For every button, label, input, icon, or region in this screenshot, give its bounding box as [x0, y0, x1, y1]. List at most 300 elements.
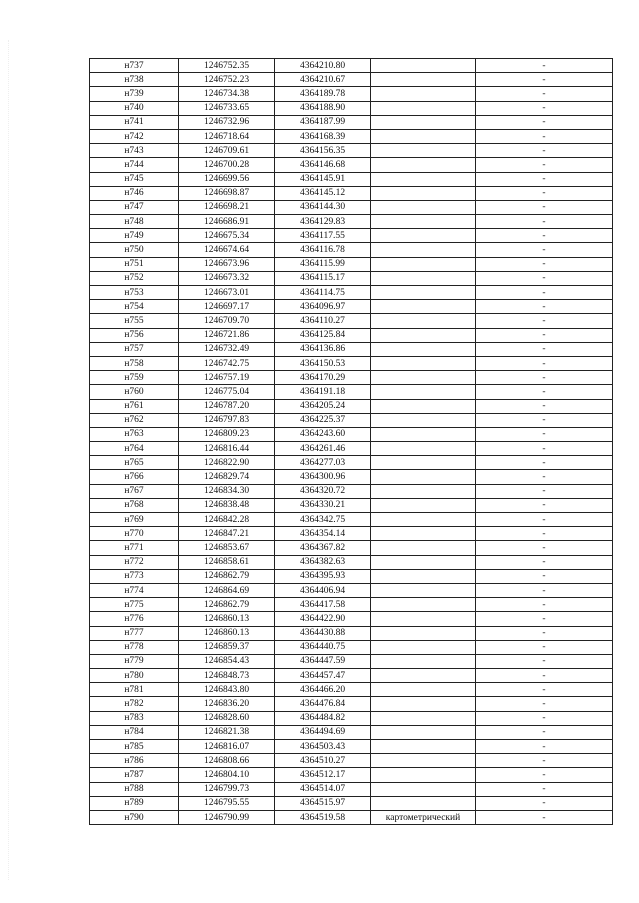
mark-cell: - — [476, 697, 613, 711]
mark-cell: - — [476, 73, 613, 87]
y-coordinate-cell: 4364189.78 — [275, 87, 371, 101]
table-row — [90, 527, 613, 541]
y-coordinate-cell: 4364144.30 — [275, 200, 371, 214]
table-row — [90, 456, 613, 470]
table-row — [90, 640, 613, 654]
mark-cell: - — [476, 612, 613, 626]
x-coordinate-cell: 1246864.69 — [179, 583, 275, 597]
y-coordinate-cell: 4364170.29 — [275, 371, 371, 385]
y-coordinate-cell: 4364406.94 — [275, 583, 371, 597]
table-row — [90, 711, 613, 725]
mark-cell: - — [476, 59, 613, 73]
point-number-cell: н785 — [90, 740, 179, 754]
mark-cell: - — [476, 243, 613, 257]
mark-cell: - — [476, 470, 613, 484]
mark-cell: - — [476, 129, 613, 143]
x-coordinate-cell: 1246752.23 — [179, 73, 275, 87]
method-cell — [371, 172, 476, 186]
table-row — [90, 73, 613, 87]
y-coordinate-cell: 4364210.80 — [275, 59, 371, 73]
y-coordinate-cell: 4364115.99 — [275, 257, 371, 271]
method-cell — [371, 115, 476, 129]
y-coordinate-cell: 4364125.84 — [275, 328, 371, 342]
x-coordinate-cell: 1246790.99 — [179, 810, 275, 824]
y-coordinate-cell: 4364129.83 — [275, 215, 371, 229]
x-coordinate-cell: 1246721.86 — [179, 328, 275, 342]
x-coordinate-cell: 1246775.04 — [179, 385, 275, 399]
method-cell — [371, 101, 476, 115]
y-coordinate-cell: 4364422.90 — [275, 612, 371, 626]
x-coordinate-cell: 1246843.80 — [179, 683, 275, 697]
method-cell — [371, 243, 476, 257]
method-cell — [371, 782, 476, 796]
point-number-cell: н781 — [90, 683, 179, 697]
mark-cell: - — [476, 229, 613, 243]
point-number-cell: н751 — [90, 257, 179, 271]
x-coordinate-cell: 1246858.61 — [179, 555, 275, 569]
method-cell — [371, 612, 476, 626]
point-number-cell: н747 — [90, 200, 179, 214]
table-row — [90, 158, 613, 172]
method-cell — [371, 541, 476, 555]
y-coordinate-cell: 4364243.60 — [275, 427, 371, 441]
y-coordinate-cell: 4364225.37 — [275, 413, 371, 427]
y-coordinate-cell: 4364440.75 — [275, 640, 371, 654]
y-coordinate-cell: 4364484.82 — [275, 711, 371, 725]
x-coordinate-cell: 1246862.79 — [179, 569, 275, 583]
method-cell — [371, 796, 476, 810]
x-coordinate-cell: 1246732.96 — [179, 115, 275, 129]
mark-cell: - — [476, 144, 613, 158]
point-number-cell: н758 — [90, 356, 179, 370]
mark-cell: - — [476, 683, 613, 697]
coordinates-table-body — [90, 59, 613, 825]
x-coordinate-cell: 1246809.23 — [179, 427, 275, 441]
x-coordinate-cell: 1246752.35 — [179, 59, 275, 73]
mark-cell: - — [476, 740, 613, 754]
x-coordinate-cell: 1246674.64 — [179, 243, 275, 257]
method-cell — [371, 328, 476, 342]
table-row — [90, 356, 613, 370]
mark-cell: - — [476, 172, 613, 186]
point-number-cell: н750 — [90, 243, 179, 257]
method-cell — [371, 314, 476, 328]
x-coordinate-cell: 1246675.34 — [179, 229, 275, 243]
point-number-cell: н778 — [90, 640, 179, 654]
table-row — [90, 541, 613, 555]
method-cell — [371, 356, 476, 370]
point-number-cell: н777 — [90, 626, 179, 640]
x-coordinate-cell: 1246732.49 — [179, 342, 275, 356]
mark-cell: - — [476, 115, 613, 129]
x-coordinate-cell: 1246757.19 — [179, 371, 275, 385]
y-coordinate-cell: 4364188.90 — [275, 101, 371, 115]
point-number-cell: н745 — [90, 172, 179, 186]
point-number-cell: н768 — [90, 498, 179, 512]
point-number-cell: н773 — [90, 569, 179, 583]
x-coordinate-cell: 1246795.55 — [179, 796, 275, 810]
table-row — [90, 810, 613, 824]
point-number-cell: н738 — [90, 73, 179, 87]
method-cell — [371, 484, 476, 498]
point-number-cell: н775 — [90, 598, 179, 612]
table-row — [90, 101, 613, 115]
table-row — [90, 612, 613, 626]
y-coordinate-cell: 4364457.47 — [275, 669, 371, 683]
mark-cell: - — [476, 725, 613, 739]
method-cell — [371, 754, 476, 768]
y-coordinate-cell: 4364503.43 — [275, 740, 371, 754]
mark-cell: - — [476, 782, 613, 796]
point-number-cell: н755 — [90, 314, 179, 328]
mark-cell: - — [476, 498, 613, 512]
point-number-cell: н752 — [90, 271, 179, 285]
y-coordinate-cell: 4364417.58 — [275, 598, 371, 612]
mark-cell: - — [476, 371, 613, 385]
mark-cell: - — [476, 569, 613, 583]
mark-cell: - — [476, 754, 613, 768]
method-cell — [371, 513, 476, 527]
x-coordinate-cell: 1246709.70 — [179, 314, 275, 328]
point-number-cell: н742 — [90, 129, 179, 143]
method-cell — [371, 59, 476, 73]
mark-cell: - — [476, 796, 613, 810]
table-row — [90, 271, 613, 285]
mark-cell: - — [476, 541, 613, 555]
method-cell — [371, 683, 476, 697]
method-cell — [371, 470, 476, 484]
mark-cell: - — [476, 101, 613, 115]
table-row — [90, 371, 613, 385]
point-number-cell: н762 — [90, 413, 179, 427]
point-number-cell: н787 — [90, 768, 179, 782]
x-coordinate-cell: 1246821.38 — [179, 725, 275, 739]
mark-cell: - — [476, 484, 613, 498]
y-coordinate-cell: 4364447.59 — [275, 654, 371, 668]
method-cell — [371, 87, 476, 101]
point-number-cell: н776 — [90, 612, 179, 626]
y-coordinate-cell: 4364114.75 — [275, 286, 371, 300]
point-number-cell: н740 — [90, 101, 179, 115]
point-number-cell: н761 — [90, 399, 179, 413]
table-row — [90, 484, 613, 498]
method-cell — [371, 555, 476, 569]
point-number-cell: н772 — [90, 555, 179, 569]
table-row — [90, 243, 613, 257]
point-number-cell: н783 — [90, 711, 179, 725]
point-number-cell: н784 — [90, 725, 179, 739]
point-number-cell: н782 — [90, 697, 179, 711]
table-row — [90, 725, 613, 739]
y-coordinate-cell: 4364136.86 — [275, 342, 371, 356]
mark-cell: - — [476, 342, 613, 356]
x-coordinate-cell: 1246673.01 — [179, 286, 275, 300]
table-row — [90, 754, 613, 768]
mark-cell: - — [476, 456, 613, 470]
y-coordinate-cell: 4364342.75 — [275, 513, 371, 527]
point-number-cell: н763 — [90, 427, 179, 441]
mark-cell: - — [476, 513, 613, 527]
mark-cell: - — [476, 626, 613, 640]
x-coordinate-cell: 1246808.66 — [179, 754, 275, 768]
method-cell — [371, 427, 476, 441]
y-coordinate-cell: 4364330.21 — [275, 498, 371, 512]
mark-cell: - — [476, 257, 613, 271]
method-cell — [371, 498, 476, 512]
x-coordinate-cell: 1246828.60 — [179, 711, 275, 725]
x-coordinate-cell: 1246853.67 — [179, 541, 275, 555]
table-row — [90, 129, 613, 143]
method-cell — [371, 73, 476, 87]
point-number-cell: н770 — [90, 527, 179, 541]
mark-cell: - — [476, 527, 613, 541]
method-cell — [371, 229, 476, 243]
y-coordinate-cell: 4364210.67 — [275, 73, 371, 87]
point-number-cell: н765 — [90, 456, 179, 470]
x-coordinate-cell: 1246836.20 — [179, 697, 275, 711]
mark-cell: - — [476, 328, 613, 342]
y-coordinate-cell: 4364395.93 — [275, 569, 371, 583]
x-coordinate-cell: 1246847.21 — [179, 527, 275, 541]
table-row — [90, 314, 613, 328]
method-cell — [371, 385, 476, 399]
mark-cell: - — [476, 286, 613, 300]
point-number-cell: н749 — [90, 229, 179, 243]
method-cell — [371, 200, 476, 214]
point-number-cell: н760 — [90, 385, 179, 399]
mark-cell: - — [476, 810, 613, 824]
x-coordinate-cell: 1246816.44 — [179, 442, 275, 456]
table-row — [90, 172, 613, 186]
x-coordinate-cell: 1246862.79 — [179, 598, 275, 612]
y-coordinate-cell: 4364205.24 — [275, 399, 371, 413]
table-row — [90, 399, 613, 413]
method-cell — [371, 215, 476, 229]
table-row — [90, 229, 613, 243]
table-row — [90, 59, 613, 73]
table-row — [90, 115, 613, 129]
x-coordinate-cell: 1246734.38 — [179, 87, 275, 101]
mark-cell: - — [476, 158, 613, 172]
x-coordinate-cell: 1246860.13 — [179, 612, 275, 626]
method-cell — [371, 371, 476, 385]
mark-cell: - — [476, 356, 613, 370]
mark-cell: - — [476, 711, 613, 725]
y-coordinate-cell: 4364116.78 — [275, 243, 371, 257]
x-coordinate-cell: 1246854.43 — [179, 654, 275, 668]
mark-cell: - — [476, 583, 613, 597]
y-coordinate-cell: 4364514.07 — [275, 782, 371, 796]
y-coordinate-cell: 4364156.35 — [275, 144, 371, 158]
method-cell — [371, 129, 476, 143]
y-coordinate-cell: 4364168.39 — [275, 129, 371, 143]
y-coordinate-cell: 4364320.72 — [275, 484, 371, 498]
method-cell: картометрический — [371, 810, 476, 824]
mark-cell: - — [476, 768, 613, 782]
point-number-cell: н789 — [90, 796, 179, 810]
table-row — [90, 328, 613, 342]
method-cell — [371, 654, 476, 668]
mark-cell: - — [476, 669, 613, 683]
x-coordinate-cell: 1246860.13 — [179, 626, 275, 640]
point-number-cell: н766 — [90, 470, 179, 484]
point-number-cell: н771 — [90, 541, 179, 555]
x-coordinate-cell: 1246859.37 — [179, 640, 275, 654]
y-coordinate-cell: 4364494.69 — [275, 725, 371, 739]
x-coordinate-cell: 1246797.83 — [179, 413, 275, 427]
mark-cell: - — [476, 300, 613, 314]
method-cell — [371, 711, 476, 725]
method-cell — [371, 286, 476, 300]
y-coordinate-cell: 4364476.84 — [275, 697, 371, 711]
table-row — [90, 442, 613, 456]
table-row — [90, 513, 613, 527]
table-row — [90, 782, 613, 796]
table-row — [90, 569, 613, 583]
y-coordinate-cell: 4364515.97 — [275, 796, 371, 810]
method-cell — [371, 669, 476, 683]
x-coordinate-cell: 1246733.65 — [179, 101, 275, 115]
table-row — [90, 683, 613, 697]
y-coordinate-cell: 4364187.99 — [275, 115, 371, 129]
method-cell — [371, 456, 476, 470]
method-cell — [371, 697, 476, 711]
point-number-cell: н788 — [90, 782, 179, 796]
table-row — [90, 385, 613, 399]
point-number-cell: н743 — [90, 144, 179, 158]
point-number-cell: н748 — [90, 215, 179, 229]
method-cell — [371, 300, 476, 314]
method-cell — [371, 186, 476, 200]
y-coordinate-cell: 4364430.88 — [275, 626, 371, 640]
y-coordinate-cell: 4364367.82 — [275, 541, 371, 555]
mark-cell: - — [476, 654, 613, 668]
x-coordinate-cell: 1246673.96 — [179, 257, 275, 271]
method-cell — [371, 158, 476, 172]
mark-cell: - — [476, 271, 613, 285]
method-cell — [371, 583, 476, 597]
table-row — [90, 626, 613, 640]
table-row — [90, 796, 613, 810]
table-row — [90, 200, 613, 214]
mark-cell: - — [476, 413, 613, 427]
table-row — [90, 257, 613, 271]
x-coordinate-cell: 1246698.21 — [179, 200, 275, 214]
table-row — [90, 669, 613, 683]
table-row — [90, 697, 613, 711]
point-number-cell: н790 — [90, 810, 179, 824]
y-coordinate-cell: 4364277.03 — [275, 456, 371, 470]
method-cell — [371, 740, 476, 754]
x-coordinate-cell: 1246673.32 — [179, 271, 275, 285]
mark-cell: - — [476, 87, 613, 101]
x-coordinate-cell: 1246698.87 — [179, 186, 275, 200]
point-number-cell: н786 — [90, 754, 179, 768]
point-number-cell: н774 — [90, 583, 179, 597]
y-coordinate-cell: 4364519.58 — [275, 810, 371, 824]
mark-cell: - — [476, 314, 613, 328]
table-row — [90, 654, 613, 668]
y-coordinate-cell: 4364145.12 — [275, 186, 371, 200]
x-coordinate-cell: 1246700.28 — [179, 158, 275, 172]
point-number-cell: н756 — [90, 328, 179, 342]
table-row — [90, 583, 613, 597]
x-coordinate-cell: 1246686.91 — [179, 215, 275, 229]
method-cell — [371, 598, 476, 612]
x-coordinate-cell: 1246838.48 — [179, 498, 275, 512]
method-cell — [371, 768, 476, 782]
mark-cell: - — [476, 385, 613, 399]
mark-cell: - — [476, 640, 613, 654]
x-coordinate-cell: 1246742.75 — [179, 356, 275, 370]
mark-cell: - — [476, 399, 613, 413]
margin-stamp — [8, 40, 19, 880]
point-number-cell: н741 — [90, 115, 179, 129]
table-row — [90, 144, 613, 158]
table-row — [90, 413, 613, 427]
method-cell — [371, 725, 476, 739]
table-row — [90, 427, 613, 441]
table-row — [90, 342, 613, 356]
y-coordinate-cell: 4364145.91 — [275, 172, 371, 186]
x-coordinate-cell: 1246816.07 — [179, 740, 275, 754]
point-number-cell: н739 — [90, 87, 179, 101]
mark-cell: - — [476, 215, 613, 229]
y-coordinate-cell: 4364191.18 — [275, 385, 371, 399]
method-cell — [371, 257, 476, 271]
mark-cell: - — [476, 555, 613, 569]
y-coordinate-cell: 4364146.68 — [275, 158, 371, 172]
method-cell — [371, 442, 476, 456]
y-coordinate-cell: 4364117.55 — [275, 229, 371, 243]
coordinates-table — [89, 58, 613, 825]
mark-cell: - — [476, 598, 613, 612]
table-row — [90, 768, 613, 782]
method-cell — [371, 527, 476, 541]
y-coordinate-cell: 4364150.53 — [275, 356, 371, 370]
method-cell — [371, 640, 476, 654]
x-coordinate-cell: 1246804.10 — [179, 768, 275, 782]
point-number-cell: н764 — [90, 442, 179, 456]
mark-cell: - — [476, 427, 613, 441]
y-coordinate-cell: 4364512.17 — [275, 768, 371, 782]
table-row — [90, 740, 613, 754]
y-coordinate-cell: 4364110.27 — [275, 314, 371, 328]
y-coordinate-cell: 4364382.63 — [275, 555, 371, 569]
point-number-cell: н754 — [90, 300, 179, 314]
x-coordinate-cell: 1246699.56 — [179, 172, 275, 186]
point-number-cell: н779 — [90, 654, 179, 668]
method-cell — [371, 271, 476, 285]
x-coordinate-cell: 1246787.20 — [179, 399, 275, 413]
point-number-cell: н769 — [90, 513, 179, 527]
table-row — [90, 87, 613, 101]
table-row — [90, 286, 613, 300]
point-number-cell: н737 — [90, 59, 179, 73]
x-coordinate-cell: 1246834.30 — [179, 484, 275, 498]
table-row — [90, 300, 613, 314]
table-row — [90, 598, 613, 612]
y-coordinate-cell: 4364354.14 — [275, 527, 371, 541]
point-number-cell: н757 — [90, 342, 179, 356]
x-coordinate-cell: 1246718.64 — [179, 129, 275, 143]
mark-cell: - — [476, 186, 613, 200]
x-coordinate-cell: 1246848.73 — [179, 669, 275, 683]
point-number-cell: н759 — [90, 371, 179, 385]
x-coordinate-cell: 1246709.61 — [179, 144, 275, 158]
table-row — [90, 186, 613, 200]
y-coordinate-cell: 4364466.20 — [275, 683, 371, 697]
